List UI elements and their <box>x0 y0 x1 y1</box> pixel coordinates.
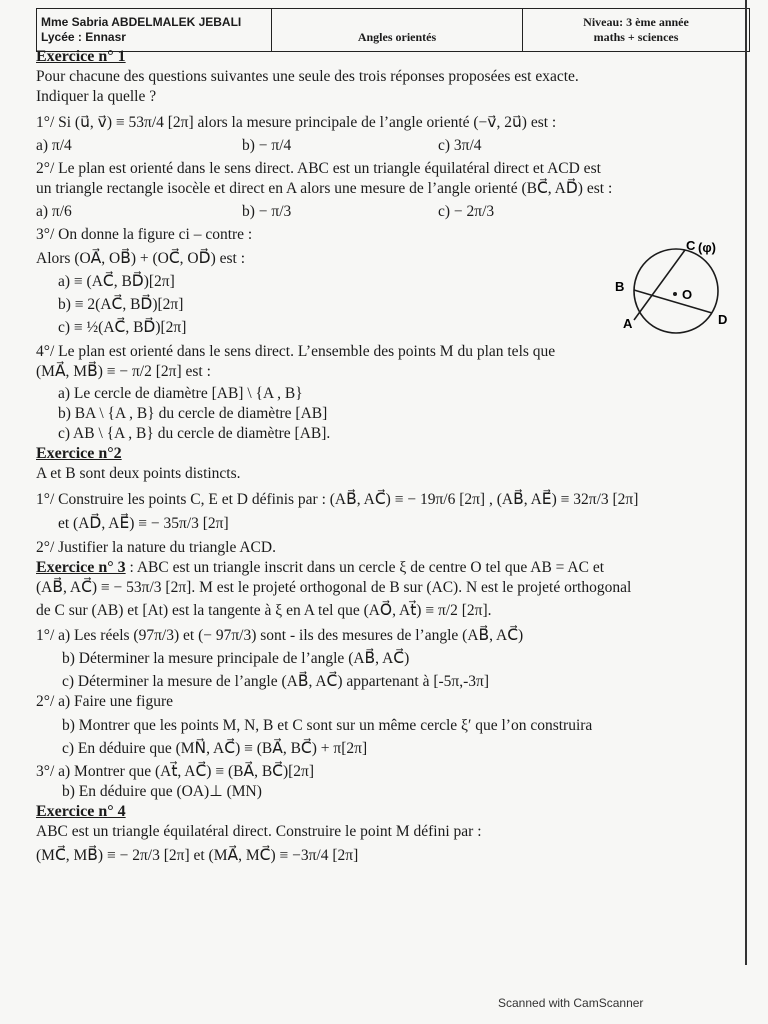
label-d: D <box>718 312 728 327</box>
ex1-question-1: 1°/ Si (u⃗, v⃗) ≡ 53π/4 [2π] alors la mesure principale de l’angle orienté (−v⃗, 2u⃗) est : <box>36 114 557 131</box>
ex3-line-10: 3°/ a) Montrer que (At⃗, AC⃗) ≡ (BA⃗, BC⃗)[2π] <box>36 763 315 780</box>
circle-figure <box>612 238 760 338</box>
ex3-line-4: 1°/ a) Les réels (97π/3) et (− 97π/3) sont - ils des mesures de l’angle (AB⃗, AC⃗) <box>36 627 524 644</box>
label-a: A <box>623 316 633 331</box>
ex3-line-1 <box>36 558 746 578</box>
exercise-3-title: Exercice n° 3 <box>36 559 126 576</box>
ex2-line-3: et (AD⃗, AE⃗) ≡ − 35π/3 [2π] <box>58 515 229 532</box>
option-c: c) − 2π/3 <box>438 203 495 220</box>
ex1-question-2-line-2: un triangle rectangle isocèle et direct en A alors une mesure de l’angle orienté (BC⃗, AD⃗) est : <box>36 180 613 197</box>
center-point <box>673 292 677 296</box>
ex1-question-4-line-1: 4°/ Le plan est orienté dans le sens direct. L’ensemble des points M du plan tels que <box>36 343 556 360</box>
ex3-line-11: b) En déduire que (OA)⊥ (MN) <box>62 783 262 800</box>
level-line-2: maths + sciences <box>593 30 679 44</box>
ex1-intro-line-2: Indiquer la quelle ? <box>36 88 157 105</box>
ex3-line-7: 2°/ a) Faire une figure <box>36 693 174 710</box>
scanner-watermark: Scanned with CamScanner <box>498 996 644 1010</box>
label-o: O <box>682 287 693 302</box>
ex1-question-3-line-2: Alors (OA⃗, OB⃗) + (OC⃗, OD⃗) est : <box>36 250 246 267</box>
exercise-2-title: Exercice n°2 <box>36 445 122 462</box>
option-a: a) π/6 <box>36 203 72 220</box>
label-b: B <box>615 279 625 294</box>
chord-ca <box>634 250 685 320</box>
school-name: Lycée : Ennasr <box>41 30 126 44</box>
ex1-intro-line-1: Pour chacune des questions suivantes une seule des trois réponses proposées est exacte. <box>36 68 579 85</box>
option-c: c) ≡ ½(AC⃗, BD⃗)[2π] <box>58 319 187 336</box>
ex1-question-3-line-1: 3°/ On donne la figure ci – contre : <box>36 226 253 243</box>
header-title-cell <box>272 9 523 51</box>
option-a: a) π/4 <box>36 137 72 154</box>
teacher-name: Mme Sabria ABDELMALEK JEBALI <box>41 15 242 29</box>
ex1-question-4-line-2: (MA⃗, MB⃗) ≡ − π/2 [2π] est : <box>36 363 211 380</box>
ex3-line-2: (AB⃗, AC⃗) ≡ − 53π/3 [2π]. M est le projeté orthogonal de B sur (AC). N est le projeté orthogonal <box>36 579 632 596</box>
ex3-line-5: b) Déterminer la mesure principale de l’angle (AB⃗, AC⃗) <box>62 650 410 667</box>
option-c: c) AB \ {A , B} du cercle de diamètre [AB]. <box>58 425 331 442</box>
ex3-line-6: c) Déterminer la mesure de l’angle (AB⃗, AC⃗) appartenant à [-5π,-3π] <box>62 673 490 690</box>
ex3-line-1-text: : ABC est un triangle inscrit dans un cercle ξ de centre O tel que AB = AC et <box>125 559 605 576</box>
page-title: Angles orientés <box>357 29 437 44</box>
option-b: b) − π/4 <box>242 137 292 154</box>
ex2-line-1: A et B sont deux points distincts. <box>36 465 241 482</box>
ex1-q2-options <box>36 199 746 225</box>
exercise-4-title: Exercice n° 4 <box>36 803 126 820</box>
ex4-line-2: (MC⃗, MB⃗) ≡ − 2π/3 [2π] et (MA⃗, MC⃗) ≡ −3π/4 [2π] <box>36 847 359 864</box>
ex3-line-8: b) Montrer que les points M, N, B et C sont sur un même cercle ξ′ que l’on construira <box>62 717 593 734</box>
level-line-1: Niveau: 3 ème année <box>583 15 689 29</box>
option-c: c) 3π/4 <box>438 137 482 154</box>
option-b: b) − π/3 <box>242 203 292 220</box>
ex1-question-2-line-1: 2°/ Le plan est orienté dans le sens direct. ABC est un triangle équilatéral direct et ACD est <box>36 160 601 177</box>
ex2-line-2: 1°/ Construire les points C, E et D définis par : (AB⃗, AC⃗) ≡ − 19π/6 [2π] , (AB⃗, AE⃗) ≡ 32π/3 [2π] <box>36 491 639 508</box>
chord-bd <box>634 290 712 313</box>
header-table <box>36 8 750 52</box>
option-b: b) ≡ 2(AC⃗, BD⃗)[2π] <box>58 296 184 313</box>
ex3-line-3: de C sur (AB) et [At) est la tangente à ξ en A tel que (AO⃗, At⃗) ≡ π/2 [2π]. <box>36 602 492 619</box>
header-level-cell <box>523 9 749 51</box>
ex1-q1-options <box>36 133 746 159</box>
option-a: a) Le cercle de diamètre [AB] \ {A , B} <box>58 385 303 402</box>
label-c: C <box>686 238 696 253</box>
ex4-line-1: ABC est un triangle équilatéral direct. Construire le point M défini par : <box>36 823 482 840</box>
option-a: a) ≡ (AC⃗, BD⃗)[2π] <box>58 273 175 290</box>
header-author-cell <box>37 9 272 51</box>
option-b: b) BA \ {A , B} du cercle de diamètre [AB] <box>58 405 328 422</box>
ex3-line-9: c) En déduire que (MN⃗, AC⃗) ≡ (BA⃗, BC⃗) + π[2π] <box>62 740 368 757</box>
exercise-1-title: Exercice n° 1 <box>36 48 126 65</box>
worksheet-content <box>36 47 746 866</box>
label-phi: (φ) <box>698 240 716 255</box>
ex2-line-4: 2°/ Justifier la nature du triangle ACD. <box>36 539 276 556</box>
